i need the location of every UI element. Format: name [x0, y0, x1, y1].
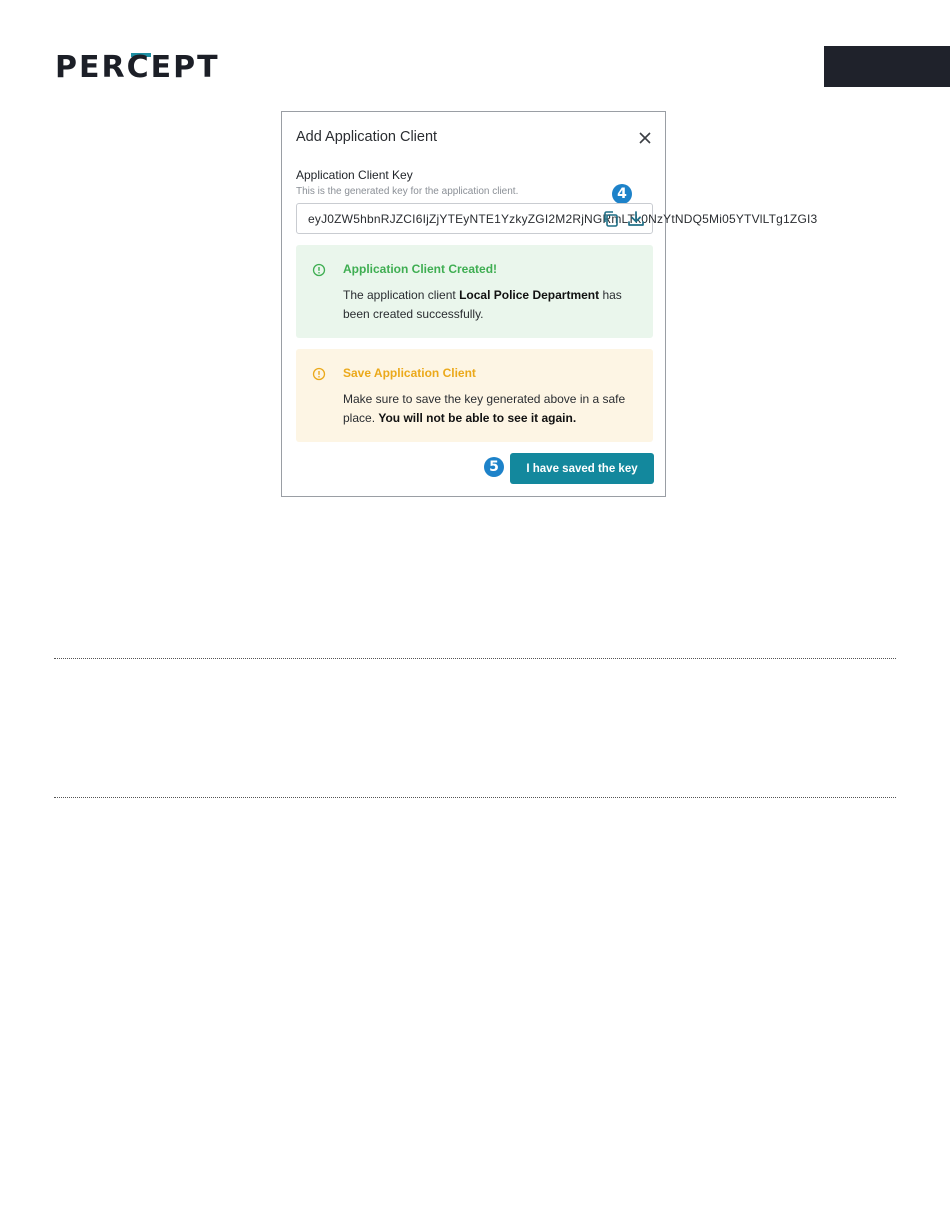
info-circle-icon	[312, 367, 326, 381]
warning-alert-title: Save Application Client	[343, 366, 476, 380]
key-label: Application Client Key	[296, 168, 413, 182]
key-value[interactable]: eyJ0ZW5hbnRJZCI6IjZjYTEyNTE1YzkyZGI2M2RjNGRmLTk0NzYtNDQ5Mi05YTVlLTg1ZGI3	[308, 212, 818, 226]
warning-alert-body: Make sure to save the key generated above in a safe place. You will not be able to see it again.	[343, 392, 626, 425]
key-help-text: This is the generated key for the application client.	[296, 186, 519, 197]
success-alert-title: Application Client Created!	[343, 262, 498, 276]
success-alert-body: The application client Local Police Department has been created successfully.	[343, 288, 622, 321]
i-have-saved-the-key-button[interactable]: I have saved the key	[510, 453, 654, 484]
application-client-key-field[interactable]	[296, 203, 818, 234]
add-application-client-dialog	[281, 111, 818, 497]
header-dark-block	[824, 46, 950, 87]
percept-logo: PERCEPT	[55, 50, 220, 85]
warning-alert	[296, 349, 653, 442]
step-badge-4: 4	[612, 184, 632, 204]
dotted-divider	[54, 658, 896, 659]
success-alert	[296, 245, 653, 338]
copy-icon[interactable]	[602, 210, 620, 228]
info-circle-icon	[312, 263, 326, 277]
step-badge-5: 5	[484, 457, 504, 477]
dotted-divider	[54, 797, 896, 798]
dialog-title: Add Application Client	[296, 129, 438, 145]
download-icon[interactable]	[626, 209, 646, 229]
close-icon[interactable]	[637, 130, 653, 146]
